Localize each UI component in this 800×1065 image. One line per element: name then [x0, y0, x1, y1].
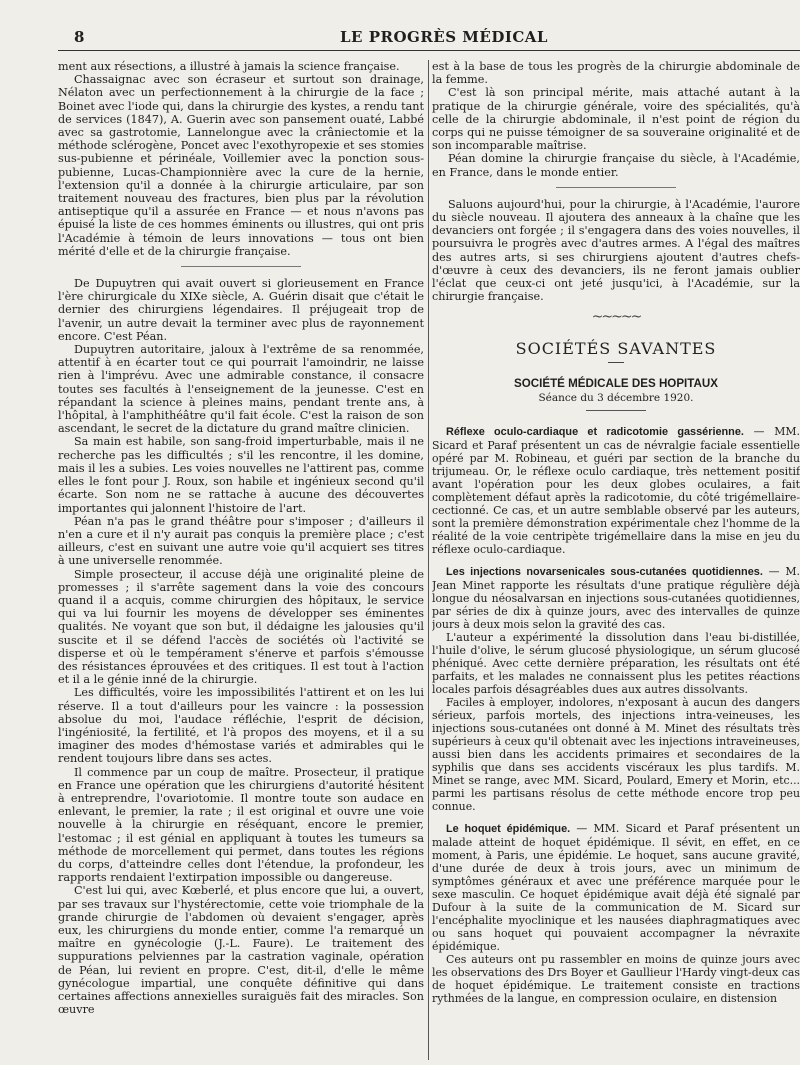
entry-text: L'auteur a expérimenté la dissolution dans l'eau bi-distillée, l'huile d'olive, le sérum glucosé physiologique, un sérum glucosé phéniqué. Avec cette dernière préparation, les résultats ont été parfaits, et les malades ne connaissent plus les petites réactions locales parfois désagréables dues aux autres dissolvants.	[432, 631, 800, 697]
left-column	[58, 60, 424, 1060]
entry-lead: Les injections novarsenicales sous-cutanées quotidiennes.	[446, 566, 763, 579]
entry	[432, 822, 800, 953]
entry	[432, 425, 800, 556]
page-number: 8	[74, 28, 85, 46]
paragraph: Sa main est habile, son sang-froid imperturbable, mais il ne recherche pas les difficultés ; s'il les rencontre, il les domine, mais il les a subies. Les voies nouvelles ne l'attirent pas, comme elles le font pour J. Roux, son habile et ingénieux second qu'il écarte. Son nom ne se rattache à aucune des découvertes importantes qui jalonnent l'histoire de l'art.	[58, 435, 424, 515]
entry-text: — M. Jean Minet rapporte les résultats d'une pratique régulière déjà longue du néosalvarsan en injections sous-cutanées quotidiennes, par séries de dix à quinze jours, avec des intervalles de quinze jours à deux mois selon la gravité des cas.	[432, 565, 800, 632]
paragraph: Simple prosecteur, il accuse déjà une originalité pleine de promesses ; il s'arrête sagement dans la voie des concours quand il a acquis, comme chirurgien des hôpitaux, le service qui va lui fournir les moyens de développer ses éminentes qualités. Ne voyant que son but, il dédaigne les jalousies qu'il suscite et il se défend l'accès de sociétés où l'activité se disperse et où le tempérament s'énerve et parfois s'émousse des résistances éprouvées et des critiques. Il est tout à l'action et il a le génie inné de la chirurgie.	[58, 567, 424, 687]
entry	[432, 696, 800, 813]
paragraph: ment aux résections, a illustré à jamais la science française.	[58, 60, 400, 73]
entry-text: Ces auteurs ont pu rassembler en moins de quinze jours avec les observations des Drs Boyer et Gaullieur l'Hardy vingt-deux cas de hoquet épidémique. Le traitement consiste en tractions rythmées de la langue, en compression oculaire, en distension	[432, 953, 800, 1006]
paragraph: Les difficultés, voire les impossibilités l'attirent et on les lui réserve. Il a tout d'ailleurs pour les vaincre : la possession absolue du moi, l'audace réfléchie, l'esprit de décision, l'ingéniosité, la fertilité, et l'à propos des moyens, et il a su imaginer des modes d'hémostase variés et admirables qui le rendent toujours libre dans ses actes.	[58, 686, 424, 766]
paragraph: C'est lui qui, avec Kœberlé, et plus encore que lui, a ouvert, par ses travaux sur l'hystérectomie, cette voie triomphale de la grande chirurgie de l'abdomen où devaient s'engager, après eux, les chirurgiens du monde entier, comme l'a remarqué un maître en gynécologie (J.-L. Faure). Le traitement des suppurations pelviennes par la castration vaginale, opération de Péan, lui revient en propre. C'est, dit-il, d'elle le même gynécologue impartial, une conquête définitive qui dans certaines affections annexielles suraiguës fait des miracles. Son œuvre	[58, 884, 424, 1017]
section-title: SOCIÉTÉS SAVANTES	[515, 339, 717, 359]
paragraph: Péan domine la chirurgie française du siècle, à l'Académie, en France, dans le monde entier.	[432, 152, 800, 179]
paragraph: Péan n'a pas le grand théâtre pour s'imposer ; d'ailleurs il n'en a cure et il n'y aurait pas conquis la première place ; c'est ailleurs, c'est en suivant une autre voie qu'il acquiert ses titres à une universelle renommée.	[58, 514, 424, 568]
entry-lead: Le hoquet épidémique.	[446, 823, 571, 836]
ornament-divider: ~~~~~	[591, 309, 641, 326]
society-title: SOCIÉTÉ MÉDICALE DES HOPITAUX	[514, 377, 718, 391]
paragraph: Saluons aujourd'hui, pour la chirurgie, à l'Académie, l'aurore du siècle nouveau. Il ajoutera des anneaux à la chaîne que les devanciers ont forgée ; il s'engagera dans des voies nouvelles, il poursuivra le progrès avec d'autres armes. A l'égal des maîtres des autres arts, si ses chirurgiens ajoutent d'autres chefs-d'œuvre à ceux des devanciers, ils ne feront jamais oublier l'éclat que ceux-ci ont jeté jusqu'ici, à l'Académie, sur la chirurgie française.	[432, 197, 800, 304]
paragraph: Chassaignac avec son écraseur et surtout son drainage, Nélaton avec un perfectionnement à la chirurgie de la face ; Boinet avec l'iode qui, dans la chirurgie des kystes, a rendu tant de services (1847), A. Guerin avec son pansement ouaté, Labbé avec sa gastrotomie, Lannelongue avec la crâniectomie et la méthode sclérogène, Poncet avec l'exothyropexie et ses stomies sus-pubienne et périnéale, Voillemier avec la ponction sous-pubienne, Lucas-Championnière avec la cure de la hernie, l'extension qu'il a donnée à la chirurgie articulaire, par son traitement nouveau des fractures, bien plus par la révolution antiseptique qu'il a assurée en France — et nous n'avons pas épuisé la liste de ces hommes éminents ou illustres, qui ont pris l'Académie à témoin de leurs innovations — tous ont bien mérité d'elle et de la chirurgie française.	[58, 73, 424, 258]
session-date: Séance du 3 décembre 1920.	[538, 392, 694, 405]
entry	[432, 953, 800, 1005]
paragraph: est à la base de tous les progrès de la chirurgie abdominale de la femme.	[432, 60, 800, 87]
entry	[432, 631, 800, 696]
column-rule	[428, 60, 429, 1060]
right-column	[432, 60, 800, 1060]
paragraph: Dupuytren autoritaire, jaloux à l'extrême de sa renommée, attentif à en écarter tout ce qui pourrait l'amoindrir, ne laisse rien à l'imprévu. Avec une admirable constance, il consacre toutes ses facultés à l'enseignement de la jeunesse. C'est en répandant la science à pleines mains, pendant trente ans, à l'hôpital, à l'amphithéâtre qu'il fait école. C'est la raison de son ascendant, le secret de la dictature du grand maître clinicien.	[58, 343, 424, 436]
entry	[432, 565, 800, 631]
section-divider	[556, 187, 676, 188]
section-title-rule	[608, 362, 624, 363]
society-rule	[586, 410, 646, 411]
section-divider	[181, 266, 301, 267]
entry-text: Faciles à employer, indolores, n'exposant à aucun des dangers sérieux, parfois mortels, des injections intra-veineuses, les injections sous-cutanées ont donné à M. Minet des résultats très supérieurs à ceux qu'il obtenait avec les injections intraveineuses, aussi bien dans les accidents primaires et secondaires de la syphilis que dans ses accidents viscéraux les plus tardifs. M. Minet se range, avec MM. Sicard, Poulard, Emery et Morin, etc... parmi les partisans résolus de cette méthode encore trop peu connue.	[432, 696, 800, 814]
header-rule	[58, 50, 800, 51]
paragraph: De Dupuytren qui avait ouvert si glorieusement en France l'ère chirurgicale du XIXe siècle, A. Guérin disait que c'était le dernier des chirurgiens légendaires. Il préjugeait trop de l'avenir, un autre devait la terminer avec plus de rayonnement encore. C'est Péan.	[58, 277, 424, 343]
journal-title: LE PROGRÈS MÉDICAL	[340, 28, 548, 46]
paragraph: C'est là son principal mérite, mais attaché autant à la pratique de la chirurgie générale, voire des spécialités, qu'à celle de la chirurgie abdominale, il n'est point de région du corps qui ne puisse témoigner de sa souveraine originalité et de son incomparable maîtrise.	[432, 86, 800, 153]
entry-text: — MM. Sicard et Paraf présentent un malade atteint de hoquet épidémique. Il sévit, en effet, en ce moment, à Paris, une épidémie. Le hoquet, sans aucune gravité, d'une durée de deux à trois jours, avec un minimum de symptômes généraux et avec une préférence marquée pour le sexe masculin. Ce hoquet épidémique avait déjà été signalé par Dufour à la suite de la communication de M. Sicard sur l'encéphalite myoclinique et les nausées diaphragmatiques avec ou sans hoquet qui pouvaient accompagner la névraxite épidémique.	[432, 822, 800, 954]
entry-text: — MM. Sicard et Paraf présentent un cas de névralgie faciale essentielle opéré par M. Robineau, et guéri par section de la branche du trijumeau. Or, le réflexe oculo cardiaque, très nettement positif avant l'opération pour les deux globes oculaires, a fait complètement défaut après la radicotomie, du côté trigémellaire-cectionné. Ce cas, et un autre semblable observé par les auteurs, sont la première démonstration expérimentale chez l'homme de la réalité de la voie centripète trigémellaire dans la mise en jeu du réflexe oculo-cardiaque.	[432, 425, 800, 557]
paragraph: Il commence par un coup de maître. Prosecteur, il pratique en France une opération que les chirurgiens d'autorité hésitent à entreprendre, l'ovariotomie. Il montre toute son audace en enlevant, le premier, la rate ; il est original et ouvre une voie nouvelle à la chirurgie en réséquant, encore le premier, l'estomac ; il est génial en appliquant à toutes les tumeurs sa méthode de morcellement qui permet, dans toutes les régions du corps, d'atteindre celles dont l'étendue, la profondeur, les rapports rendaient l'extirpation impossible ou dangereuse.	[58, 765, 424, 885]
entry-lead: Réflexe oculo-cardiaque et radicotomie gassérienne.	[446, 426, 744, 439]
